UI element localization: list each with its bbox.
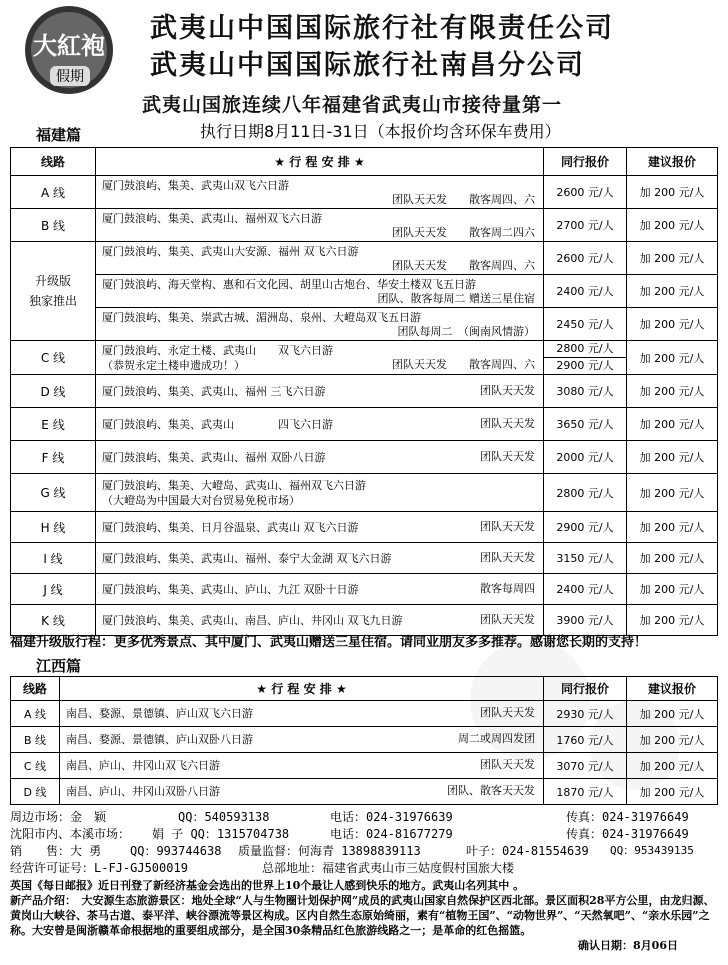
jiangxi-route-table [10,676,718,805]
route-desc: 南昌、婺源、景德镇、庐山双飞六日游 [66,707,253,720]
suggest-price: 加 200 元/人 [627,474,718,512]
peer-price: 2400 元/人 [544,574,627,605]
contact-qq-3: QQ：993744638 [130,844,222,858]
table-row [11,512,718,543]
route-desc: 南昌、庐山、井冈山双卧八日游 [66,785,220,798]
route-schedule: 周二或周四发团 [458,732,535,745]
route-line: F 线 [11,441,96,474]
company-name-1: 武夷山中国国际旅行社有限责任公司 [150,13,614,44]
peer-price-alt: 2900 元/人 [556,359,614,372]
suggest-price: 加 200 元/人 [627,512,718,543]
contact-fax-2: 传真：024-31976649 [566,827,689,841]
route-schedule: 团队天天发 [480,706,535,719]
contact-qq-2: 娟 子 QQ：1315704738 [152,827,290,841]
suggest-price: 加 200 元/人 [627,308,718,341]
route-desc: 厦门鼓浪屿、集美、武夷山、南昌、庐山、井冈山 双飞九日游 [102,613,403,627]
hq-address: 总部地址：福建省武夷山市三姑度假村国旅大楼 [262,861,515,875]
contact-qq-4: QQ：953439135 [610,844,694,857]
table-row [11,308,718,341]
peer-price: 2000 元/人 [544,441,627,474]
route-schedule: 团队、散客天天发 [447,784,535,797]
route-desc: 厦门鼓浪屿、集美、武夷山、庐山、九江 双卧十日游 [102,582,359,596]
peer-price: 2600 元/人 [544,176,627,209]
route-schedule: 团队天天发 [480,612,535,626]
route-schedule: 团队天天发 [480,519,535,533]
contact-phone-2: 电话：024-81677279 [330,827,453,841]
contact-fax-1: 传真：024-31976649 [566,810,689,824]
table-row [11,275,718,308]
table-row [11,574,718,605]
peer-price: 3080 元/人 [544,375,627,408]
route-line: C 线 [11,341,96,375]
peer-price: 2930 元/人 [544,701,627,727]
peer-price: 2600 元/人 [544,242,627,275]
route-line: C 线 [11,753,60,779]
route-schedule: 团队天天发 [480,383,535,397]
suggest-price: 加 200 元/人 [627,408,718,441]
route-line: D 线 [11,779,60,805]
route-line: B 线 [11,727,60,753]
table-row [11,242,718,275]
contact-market-2: 沈阳市内、本溪市场： [10,827,131,841]
header-peer-price: 同行报价 [544,677,627,701]
table-row [11,341,718,375]
header-suggest-price: 建议报价 [627,148,718,176]
contact-quality: 质量监督：何海青 13898839113 [238,844,421,858]
contact-yezi: 叶子：024-81554639 [466,844,589,858]
logo-main-text: 大紅袍 [33,32,105,60]
suggest-price: 加 200 元/人 [627,176,718,209]
route-line: D 线 [11,375,96,408]
jiangxi-section-title: 江西篇 [36,657,82,675]
table-row [11,176,718,209]
execution-date: 执行日期8月11日-31日（本报价均含环保车费用） [200,122,561,141]
route-schedule: 团队天天发 散客周四、六 [392,357,535,371]
suggest-price: 加 200 元/人 [627,727,718,753]
table-header-row [11,677,718,701]
peer-price-cell [544,341,627,375]
route-desc: 厦门鼓浪屿、集美、崇武古城、湄洲岛、泉州、大嶝岛双飞五日游 [102,310,421,324]
route-desc: 厦门鼓浪屿、集美、武夷山 四飞六日游 [102,417,333,431]
product-intro: 新产品介绍： 大安源生态旅游景区：地处全球“人与生物圈计划保护网”成员的武夷山国家自然保护区西北部。景区面积28平方公里，由龙归源、黄岗山大峡谷、茶马古道、泰平洋、峡谷漂流等景区构成。区内自然生态原始绮丽，素有“植物王国”、“动物世界”、“天然氧吧”、“亲水乐园”之称。大安曾是闽浙赣革命根据地的重要组成部分，是全国30条精品红色旅游线路之一；是革命的红色摇篮。 [10,894,715,937]
route-schedule: 团队天天发 [480,758,535,771]
confirm-date: 确认日期：8月06日 [578,939,678,952]
upgrade-label: 升级版 独家推出 [28,274,77,308]
company-name-2: 武夷山中国国际旅行社南昌分公司 [150,50,585,81]
route-line: J 线 [11,574,96,605]
peer-price: 1760 元/人 [544,727,627,753]
contact-market-1: 周边市场：金 颖 [10,810,107,824]
route-desc: 厦门鼓浪屿、集美、武夷山、福州 三飞六日游 [102,384,326,398]
peer-price: 3070 元/人 [544,753,627,779]
news-line: 英国《每日邮报》近日刊登了新经济基金会选出的世界上10个最让人感到快乐的地方。武夷山名列其中 。 [10,879,525,892]
header-itinerary: ★ 行 程 安 排 ★ [60,677,544,701]
table-row [11,701,718,727]
suggest-price: 加 200 元/人 [627,701,718,727]
logo-sub-text: 假期 [56,69,84,85]
route-schedule: 团队天天发 [480,550,535,564]
contact-phone-1: 电话：024-31976639 [330,810,453,824]
route-schedule: 团队、散客每周二 赠送三星住宿 [377,291,535,305]
route-desc: 南昌、婺源、景德镇、庐山双卧八日游 [66,733,253,746]
route-desc: 厦门鼓浪屿、集美、武夷山、福州 双卧八日游 [102,450,326,464]
header-route: 线路 [11,677,60,701]
route-schedule: 团队天天发 [480,416,535,430]
table-row [11,474,718,512]
contact-sales: 销 售：大 勇 [10,844,102,858]
peer-price: 3650 元/人 [544,408,627,441]
logo [14,4,124,96]
suggest-price: 加 200 元/人 [627,375,718,408]
route-schedule: 团队天天发 散客周四、六 [392,192,535,206]
route-desc: 厦门鼓浪屿、永定土楼、武夷山 双飞六日游 [102,343,333,357]
peer-price: 2700 元/人 [544,209,627,242]
route-desc-note: （大嶝岛为中国最大对台贸易免税市场） [102,493,300,507]
suggest-price: 加 200 元/人 [627,275,718,308]
route-line: A 线 [11,176,96,209]
table-row [11,753,718,779]
route-schedule: 团队天天发 [480,449,535,463]
peer-price: 2400 元/人 [544,275,627,308]
route-desc: 厦门鼓浪屿、集美、武夷山、福州双飞六日游 [102,211,322,225]
header-route: 线路 [11,148,96,176]
suggest-price: 加 200 元/人 [627,605,718,636]
slogan: 武夷山国旅连续八年福建省武夷山市接待量第一 [142,94,563,116]
suggest-price: 加 200 元/人 [627,209,718,242]
suggest-price: 加 200 元/人 [627,242,718,275]
suggest-price: 加 200 元/人 [627,753,718,779]
contact-qq-1: QQ：540593138 [178,810,270,824]
peer-price: 1870 元/人 [544,779,627,805]
route-line: G 线 [11,474,96,512]
table-row [11,441,718,474]
route-line-upgrade [11,242,96,341]
route-schedule: 团队天天发 散客周四、六 [392,258,535,272]
peer-price: 2800 元/人 [544,474,627,512]
intro-block [10,878,718,953]
header-suggest-price: 建议报价 [627,677,718,701]
table-row [11,543,718,574]
route-line: A 线 [11,701,60,727]
fujian-route-table [10,147,718,636]
peer-price: 2900 元/人 [544,512,627,543]
license-number: 经营许可证号：L-FJ-GJ500019 [10,861,188,875]
route-line: I 线 [11,543,96,574]
header-peer-price: 同行报价 [544,148,627,176]
table-row [11,779,718,805]
route-desc: 厦门鼓浪屿、集美、日月谷温泉、武夷山 双飞六日游 [102,520,359,534]
route-line: K 线 [11,605,96,636]
route-desc: 厦门鼓浪屿、集美、武夷山、福州、泰宁大金湖 双飞六日游 [102,551,392,565]
peer-price: 2800 元/人 [544,341,626,358]
route-line: B 线 [11,209,96,242]
route-desc: 厦门鼓浪屿、集美、大嶝岛、武夷山、福州双飞六日游 [102,478,366,492]
table-row [11,209,718,242]
route-line: E 线 [11,408,96,441]
route-desc: 南昌、庐山、井冈山双飞六日游 [66,759,220,772]
route-desc-note: （恭贺永定土楼申遗成功！） [102,358,245,372]
table-row [11,375,718,408]
peer-price: 3150 元/人 [544,543,627,574]
peer-price: 3900 元/人 [544,605,627,636]
route-schedule: 散客每周四 [480,581,535,595]
table-header-row [11,148,718,176]
upgrade-note: 福建升级版行程：更多优秀景点、其中厦门、武夷山赠送三星住宿。请同业朋友多多推荐。感谢您长期的支持！ [10,635,648,650]
route-schedule: 团队天天发 散客周二四六 [392,225,535,239]
route-desc: 厦门鼓浪屿、集美、武夷山双飞六日游 [102,178,289,192]
route-desc: 厦门鼓浪屿、集美、武夷山大安源、福州 双飞六日游 [102,244,359,258]
peer-price: 2450 元/人 [544,308,627,341]
suggest-price: 加 200 元/人 [627,779,718,805]
route-line: H 线 [11,512,96,543]
suggest-price: 加 200 元/人 [627,574,718,605]
table-row [11,727,718,753]
table-row [11,408,718,441]
fujian-section-title: 福建篇 [36,126,82,144]
suggest-price: 加 200 元/人 [627,341,718,375]
suggest-price: 加 200 元/人 [627,543,718,574]
suggest-price: 加 200 元/人 [627,441,718,474]
route-desc: 厦门鼓浪屿、海天堂构、惠和石文化园、胡里山古炮台、华安土楼双飞五日游 [102,277,476,291]
route-schedule: 团队每周二 （闽南风情游） [397,324,535,338]
header-itinerary: ★ 行 程 安 排 ★ [96,148,544,176]
